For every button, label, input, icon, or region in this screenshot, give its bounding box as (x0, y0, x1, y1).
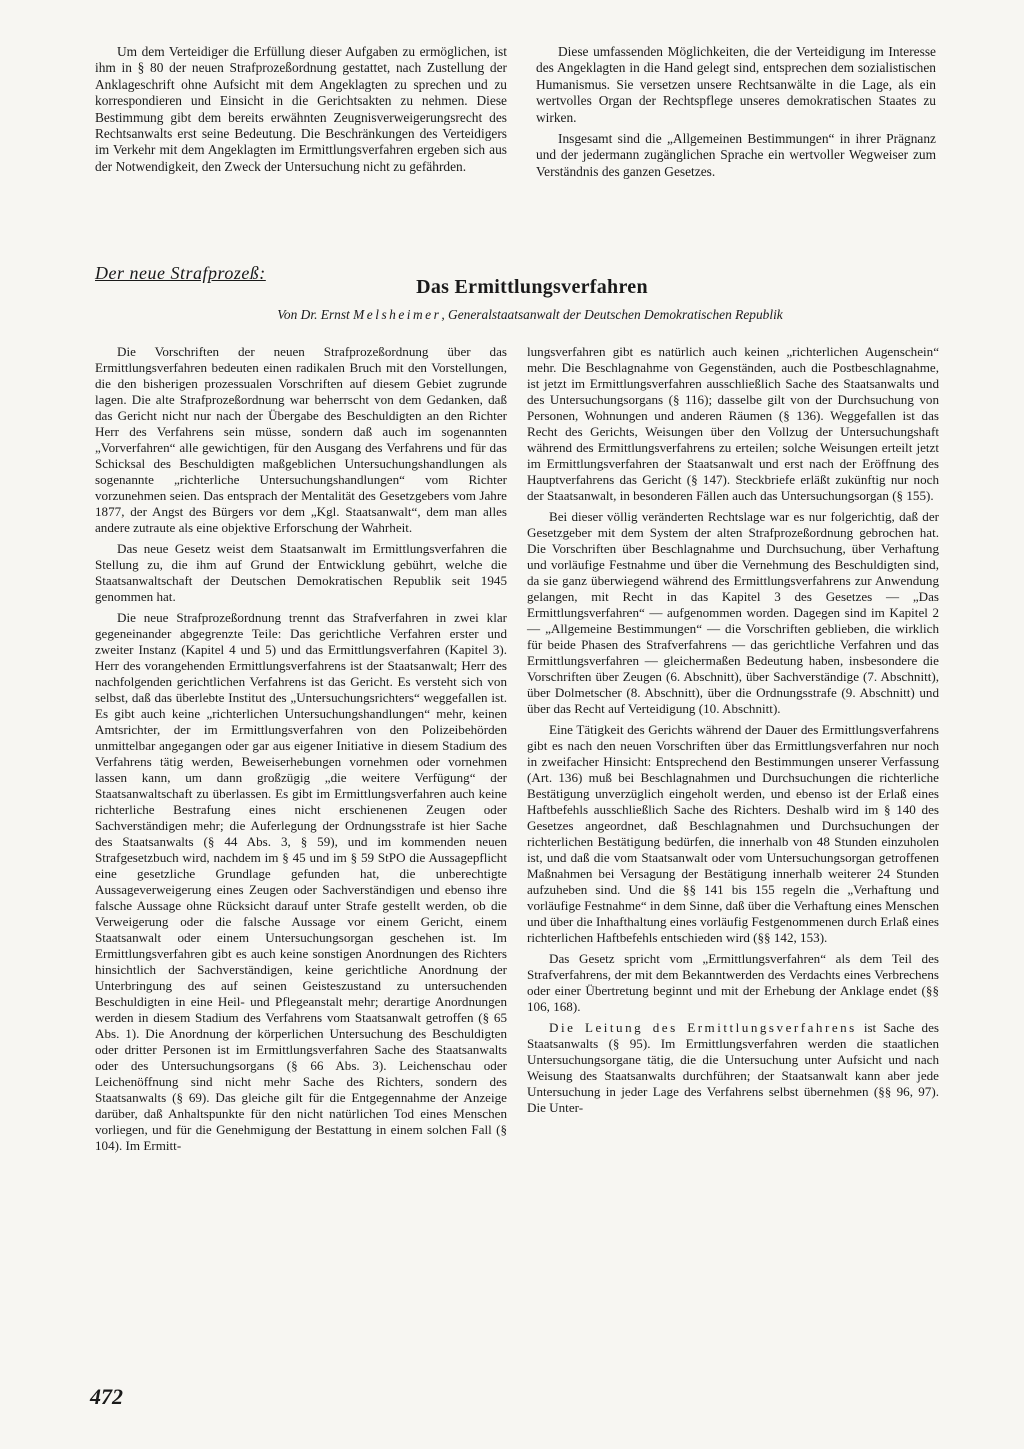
paragraph: Die neue Strafprozeßordnung trennt das Strafverfahren in zwei klar gegeneinander abgegrenzte Teile: Das gerichtliche Verfahren erster und zweiter Instanz (Kapitel 4 und 5) und das Ermittlungsverfahren (Kapitel 3). Herr des vorangehenden Ermittlungsverfahrens ist der Staatsanwalt; Herr des nachfolgenden gerichtlichen Verfahrens ist das Gericht. Es versteht sich von selbst, daß das überlebte Institut des „Untersuchungsrichters“ weggefallen ist. Es gibt auch keine „richterlichen Untersuchungshandlungen“ mehr, keinen Amtsrichter, der im Ermittlungsverfahren von den Polizeibehörden unmittelbar angegangen oder gar aus eigener Initiative in diesem Stadium des Verfahrens tätig werden, Beweiserhebungen vornehmen oder vornehmen lassen kann, um dann großzügig „die weitere Verfügung“ der Staatsanwaltschaft zu überlassen. Es gibt im Ermittlungsverfahren auch keine richterliche Bestrafung eines nicht erschienenen Zeugen oder Sachverständigen mehr; die Auferlegung der Ordnungsstrafe ist hier Sache des Staatsanwalts (§ 44 Abs. 3, § 59), und im kommenden neuen Strafgesetzbuch wird, nachdem im § 45 und im § 59 StPO die Aussagepflicht eine gesetzliche Grundlage gefunden hat, die unberechtigte Aussageverweigerung eines Zeugen oder Sachverständigen und ebenso ihre falsche Aussage ohne Rücksicht darauf unter Strafe gestellt werden, ob die Verweigerung oder die falsche Aussage vor einem Gericht, einem Staatsanwalt oder einem Untersuchungsorgan geschehen ist. Im Ermittlungsverfahren gibt es auch keine sonstigen Anordnungen des Richters hinsichtlich der Sachverständigen, keine gerichtliche Anordnung der Unterbringung des auf seinen Geisteszustand zu untersuchenden Beschuldigten in eine Heil- und Pflegeanstalt mehr; derartige Anordnungen werden in diesem Stadium des Verfahrens vom Staatsanwalt getroffen (§ 65 Abs. 1). Die Anordnung der körperlichen Untersuchung des Beschuldigten oder dritter Personen ist im Ermittlungsverfahren Sache des Staatsanwalts oder des Untersuchungsorgans (§ 66 Abs. 3). Leichenschau oder Leichenöffnung sind nicht mehr Sache des Richters, sondern des Staatsanwalts (§ 69). Das gleiche gilt für die Entgegennahme der Anzeige darüber, daß Anhaltspunkte für den nicht natürlichen Tod eines Menschen vorliegen, und für die Genehmigung der Bestattung in einem solchen Fall (§ 104). Im Ermitt- (95, 610, 507, 1153)
series-heading: Der neue Strafprozeß: (95, 263, 266, 283)
top-right-column (536, 44, 936, 185)
body-right-column (527, 344, 939, 1121)
top-left-column (95, 44, 507, 180)
article-title: Das Ermittlungsverfahren (416, 276, 648, 298)
author-name: Melsheimer (353, 307, 442, 322)
paragraph: Das Gesetz spricht vom „Ermittlungsverfahren“ als dem Teil des Strafverfahrens, der mit dem Bekanntwerden des Verdachts eines Verbrechens oder einer Übertretung beginnt und mit der Erhebung der Anklage endet (§§ 106, 168). (527, 951, 939, 1014)
byline-prefix: Von Dr. Ernst (277, 307, 354, 322)
paragraph: Das neue Gesetz weist dem Staatsanwalt im Ermittlungsverfahren die Stellung zu, die ihm auf Grund der Entwicklung gebührt, welche die Staatsanwaltschaft der Deutschen Demokratischen Republik seit 1945 genommen hat. (95, 541, 507, 604)
paragraph: Eine Tätigkeit des Gerichts während der Dauer des Ermittlungsverfahrens gibt es nach den neuen Vorschriften über das Ermittlungsverfahren nur noch in zweifacher Hinsicht: Entsprechend den Bestimmungen unserer Verfassung (Art. 136) muß bei Beschlagnahmen und Durchsuchungen die richterliche Bestätigung unverzüglich eingeholt werden, und ebenso ist der Erlaß eines Haftbefehls ausschließlich Sache des Richters. Deshalb wird im § 140 des Gesetzes angeordnet, daß Beschlagnahmen und Durchsuchungen der richterlichen Bestätigung bedürfen, die innerhalb von 48 Stunden einzuholen ist, und daß die vom Staatsanwalt oder vom Untersuchungsorgan getroffenen Maßnahmen bei Versagung der Bestätigung innerhalb weiterer 24 Stunden aufzuheben sind. Und die §§ 141 bis 155 regeln die „Verhaftung und vorläufige Festnahme“ in dem Sinne, daß über die Verhaftung eines Menschen und über die Inhafthaltung eines vorläufig Festgenommenen durch Erlaß eines richterlichen Haftbefehls entschieden wird (§§ 142, 153). (527, 722, 939, 945)
byline (80, 307, 980, 323)
spaced-emphasis: Die Leitung des Ermittlungsverfahrens (549, 1020, 857, 1035)
paragraph-rest: ist Sache des Staatsanwalts (§ 95). Im Ermittlungsverfahren werden die staatlichen Untersuchungsorgane tätig, die die Untersuchung unter Aufsicht und nach Weisung des Staatsanwalts durchführen; der Staatsanwalt kann aber jede Untersuchung in jeder Lage des Verfahrens selbst übernehmen (§§ 96, 97). Die Unter- (527, 1020, 939, 1115)
body-left-column (95, 344, 507, 1159)
paragraph: Insgesamt sind die „Allgemeinen Bestimmungen“ in ihrer Prägnanz und der jedermann zugänglichen Sprache ein wertvoller Wegweiser zum Verständnis des ganzen Gesetzes. (536, 131, 936, 179)
paragraph: Bei dieser völlig veränderten Rechtslage war es nur folgerichtig, daß der Gesetzgeber mit dem System der alten Strafprozeßordnung gebrochen hat. Die Vorschriften über Beschlagnahme und Durchsuchung, über Verhaftung und vorläufige Festnahme und über die Vernehmung des Beschuldigten sind, da sie ganz überwiegend während des Ermittlungsverfahrens zur Anwendung gelangen, mit Recht in das Kapitel 3 des Gesetzes — „Das Ermittlungsverfahren“ — aufgenommen worden. Dagegen sind im Kapitel 2 — „Allgemeine Bestimmungen“ — die Vorschriften geblieben, die wirklich für beide Phasen des Strafverfahrens — das gerichtliche Verfahren und das Ermittlungsverfahren — gleichermaßen Bedeutung haben, insbesondere die Vorschriften über Zeugen (6. Abschnitt), über Sachverständige (7. Abschnitt), über Dolmetscher (8. Abschnitt), über die Ordnungsstrafe (9. Abschnitt) und über das Recht auf Verteidigung (10. Abschnitt). (527, 509, 939, 716)
paragraph: Die Vorschriften der neuen Strafprozeßordnung über das Ermittlungsverfahren bedeuten einen radikalen Bruch mit den Vorstellungen, die den bisherigen prozessualen Vorschriften auf diesem Gebiet zugrunde lagen. Die alte Strafprozeßordnung war beherrscht von dem Gedanken, daß das Gericht nicht nur nach der Übergabe des Beschuldigten an den Richter Herr des Verfahrens sein müsse, sondern daß auch im sogenannten „Vorverfahren“ alle gewichtigen, für den Ausgang des Verfahrens und für das Schicksal des Beschuldigten maßgeblichen Untersuchungshandlungen als sogenannte „richterliche Untersuchungshandlungen“ vom Richter vorzunehmen seien. Das entsprach der Mentalität des Gesetzgebers vom Jahre 1877, der Angst des Bürgers vor dem „Kgl. Staatsanwalt“, dem man alles andere zutraute als eine objektive Erforschung der Wahrheit. (95, 344, 507, 535)
paragraph: Diese umfassenden Möglichkeiten, die der Verteidigung im Interesse des Angeklagten in die Hand gelegt sind, entsprechen dem sozialistischen Humanismus. Sie versetzen unsere Rechtsanwälte in die Lage, als ein wertvolles Organ der Rechtspflege unseres demokratischen Staates zu wirken. (536, 44, 936, 125)
byline-suffix: , Generalstaatsanwalt der Deutschen Demokratischen Republik (441, 307, 783, 322)
paragraph: Um dem Verteidiger die Erfüllung dieser Aufgaben zu ermöglichen, ist ihm in § 80 der neuen Strafprozeßordnung gestattet, nach Zustellung der Anklageschrift ohne Aufsicht mit dem Angeklagten zu sprechen und zu korrespondieren und Einsicht in die Gerichtsakten zu nehmen. Diese Bestimmung gibt dem bereits erwähnten Zeugnisverweigerungsrecht des Rechtsanwalts erst seine Bedeutung. Die Beschränkungen des Verteidigers im Verkehr mit dem Angeklagten im Ermittlungsverfahren ergeben sich aus der Notwendigkeit, den Zweck der Untersuchung nicht zu gefährden. (95, 44, 507, 174)
paragraph-continued: lungsverfahren gibt es natürlich auch keinen „richterlichen Augenschein“ mehr. Die Beschlagnahme von Gegenständen, auch die Postbeschlagnahme, ist jetzt im Ermittlungsverfahren ausschließlich Sache des Staatsanwalts und des Untersuchungsorgans (§ 116); dasselbe gilt von der Durchsuchung von Personen, Wohnungen und anderen Räumen (§ 136). Weggefallen ist das Recht des Gerichts, Weisungen über den Vollzug der Untersuchungshaft während des Ermittlungsverfahrens zu erteilen; solche Weisungen erteilt jetzt im Ermittlungsverfahren der Staatsanwalt und erst nach der Eröffnung des Hauptverfahrens das Gericht (§ 147). Steckbriefe erläßt zukünftig nur noch der Staatsanwalt, in besonderen Fällen auch das Untersuchungsorgan (§ 155). (527, 344, 939, 503)
page-number: 472 (90, 1384, 123, 1409)
paragraph (527, 1020, 939, 1116)
